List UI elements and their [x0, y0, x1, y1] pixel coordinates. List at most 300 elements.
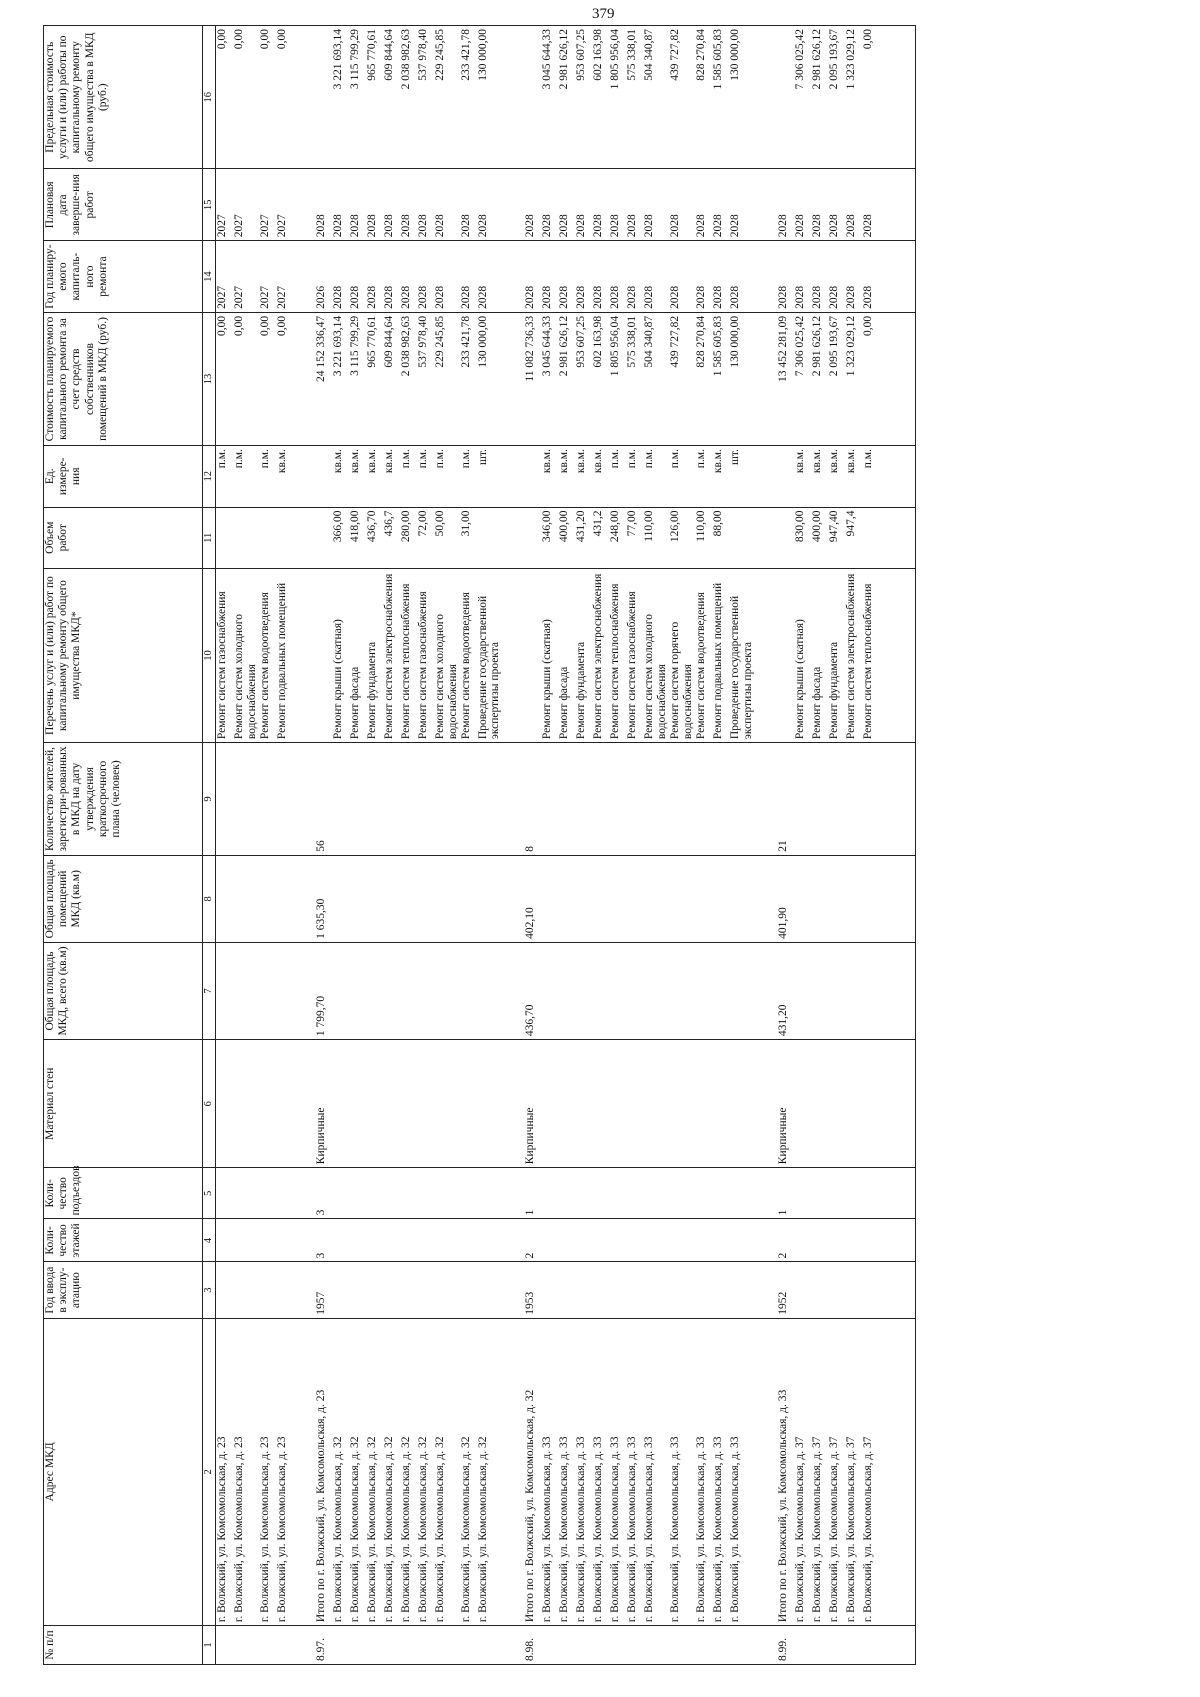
repair-year-cell: 2028 — [366, 241, 383, 313]
residents-cell — [460, 743, 477, 856]
floors-cell — [400, 1219, 417, 1262]
table-row — [332, 26, 349, 1665]
column-number: 13 — [203, 312, 216, 445]
entrances-cell — [477, 1168, 503, 1219]
residents-cell — [862, 743, 879, 856]
completion-date-cell: 2028 — [434, 169, 460, 241]
cost-cell: 1 323 029,12 — [845, 312, 862, 445]
completion-date-cell: 2028 — [366, 169, 383, 241]
entrances-cell: 1 — [502, 1168, 541, 1219]
repair-year-cell: 2028 — [400, 241, 417, 313]
residents-cell — [541, 743, 558, 856]
completion-date-cell: 2028 — [729, 169, 755, 241]
residents-cell — [626, 743, 643, 856]
column-header: Ед. измере-ния — [44, 446, 203, 507]
row-number — [366, 1626, 383, 1665]
work-type-cell: Ремонт фасада — [558, 568, 575, 742]
volume-cell: 72,00 — [417, 507, 434, 568]
completion-date-cell: 2028 — [575, 169, 592, 241]
completion-date-cell: 2027 — [233, 169, 259, 241]
row-number — [541, 1626, 558, 1665]
entrances-cell — [332, 1168, 349, 1219]
room-area-cell — [332, 855, 349, 942]
repair-year-cell: 2028 — [669, 241, 695, 313]
limit-cost-cell: 439 727,82 — [669, 26, 695, 170]
total-area-cell — [828, 942, 845, 1039]
work-type-cell: Ремонт систем электроснабжения — [592, 568, 609, 742]
repair-year-cell: 2028 — [862, 241, 879, 313]
entrances-cell — [626, 1168, 643, 1219]
year-built-cell — [417, 1262, 434, 1318]
completion-date-cell: 2028 — [349, 169, 366, 241]
limit-cost-cell: 229 245,85 — [434, 26, 460, 170]
volume-cell: 400,00 — [558, 507, 575, 568]
floors-cell — [434, 1219, 460, 1262]
row-number — [794, 1626, 811, 1665]
entrances-cell — [669, 1168, 695, 1219]
work-type-cell: Ремонт систем теплоснабжения — [400, 568, 417, 742]
volume-cell: 31,00 — [460, 507, 477, 568]
wall-material-cell — [643, 1040, 669, 1168]
year-built-cell — [592, 1262, 609, 1318]
total-area-cell — [811, 942, 828, 1039]
address-cell: г. Волжский, ул. Комсомольская, д. 32 — [434, 1318, 460, 1625]
wall-material-cell — [276, 1040, 293, 1168]
unit-cell: кв.м. — [712, 446, 729, 507]
limit-cost-cell: 953 607,25 — [575, 26, 592, 170]
row-number — [811, 1626, 828, 1665]
unit-cell: п.м. — [233, 446, 259, 507]
repair-year-cell: 2028 — [845, 241, 862, 313]
work-type-cell: Ремонт систем водоотведения — [460, 568, 477, 742]
entrances-cell — [259, 1168, 276, 1219]
completion-date-cell: 2028 — [643, 169, 669, 241]
table-row — [794, 26, 811, 1665]
year-built-cell — [669, 1262, 695, 1318]
work-type-cell: Ремонт подвальных помещений — [276, 568, 293, 742]
unit-cell: п.м. — [609, 446, 626, 507]
repair-year-cell: 2028 — [502, 241, 541, 313]
empty-cell — [879, 855, 916, 942]
wall-material-cell — [460, 1040, 477, 1168]
room-area-cell — [828, 855, 845, 942]
work-type-cell: Ремонт фундамента — [366, 568, 383, 742]
column-number: 4 — [203, 1219, 216, 1262]
year-built-cell — [541, 1262, 558, 1318]
volume-cell — [477, 507, 503, 568]
room-area-cell — [541, 855, 558, 942]
total-area-cell — [400, 942, 417, 1039]
completion-date-cell: 2028 — [626, 169, 643, 241]
unit-cell: кв.м. — [332, 446, 349, 507]
table-row — [609, 26, 626, 1665]
address-cell: г. Волжский, ул. Комсомольская, д. 33 — [609, 1318, 626, 1625]
address-cell: г. Волжский, ул. Комсомольская, д. 37 — [828, 1318, 845, 1625]
column-number: 3 — [203, 1262, 216, 1318]
total-area-cell: 431,20 — [755, 942, 794, 1039]
volume-cell: 88,00 — [712, 507, 729, 568]
completion-date-cell: 2028 — [541, 169, 558, 241]
floors-cell — [276, 1219, 293, 1262]
unit-cell: кв.м. — [276, 446, 293, 507]
unit-cell: кв.м. — [541, 446, 558, 507]
address-cell: г. Волжский, ул. Комсомольская, д. 32 — [383, 1318, 400, 1625]
cost-cell: 130 000,00 — [729, 312, 755, 445]
address-cell: г. Волжский, ул. Комсомольская, д. 32 — [460, 1318, 477, 1625]
work-type-cell: Ремонт фасада — [811, 568, 828, 742]
unit-cell: кв.м. — [383, 446, 400, 507]
limit-cost-cell: 965 770,61 — [366, 26, 383, 170]
address-cell: г. Волжский, ул. Комсомольская, д. 32 — [349, 1318, 366, 1625]
repair-year-cell: 2026 — [293, 241, 332, 313]
floors-cell — [712, 1219, 729, 1262]
repair-year-cell: 2027 — [276, 241, 293, 313]
total-area-cell — [845, 942, 862, 1039]
address-cell: г. Волжский, ул. Комсомольская, д. 33 — [575, 1318, 592, 1625]
limit-cost-cell: 609 844,64 — [383, 26, 400, 170]
floors-cell — [862, 1219, 879, 1262]
limit-cost-cell: 602 163,98 — [592, 26, 609, 170]
address-cell: г. Волжский, ул. Комсомольская, д. 33 — [695, 1318, 712, 1625]
work-type-cell: Ремонт систем теплоснабжения — [609, 568, 626, 742]
total-area-cell — [609, 942, 626, 1039]
table-row — [862, 26, 879, 1665]
room-area-cell: 402,10 — [502, 855, 541, 942]
total-area-cell — [383, 942, 400, 1039]
table-row — [558, 26, 575, 1665]
total-area-cell: 1 799,70 — [293, 942, 332, 1039]
table-row — [845, 26, 862, 1665]
wall-material-cell — [811, 1040, 828, 1168]
volume-cell: 126,00 — [669, 507, 695, 568]
cost-cell: 2 038 982,63 — [400, 312, 417, 445]
unit-cell: п.м. — [216, 446, 234, 507]
entrances-cell — [366, 1168, 383, 1219]
room-area-cell — [349, 855, 366, 942]
entrances-cell — [794, 1168, 811, 1219]
table-row — [626, 26, 643, 1665]
table-row — [276, 26, 293, 1665]
residents-cell — [794, 743, 811, 856]
residents-cell — [609, 743, 626, 856]
entrances-cell — [216, 1168, 234, 1219]
page-number: 379 — [592, 6, 615, 22]
residents-cell: 56 — [293, 743, 332, 856]
room-area-cell — [609, 855, 626, 942]
total-area-cell — [259, 942, 276, 1039]
total-area-cell — [233, 942, 259, 1039]
address-cell: Итого по г. Волжский, ул. Комсомольская, д. 33 — [755, 1318, 794, 1625]
work-type-cell: Ремонт подвальных помещений — [712, 568, 729, 742]
volume-cell: 431,2 — [592, 507, 609, 568]
year-built-cell: 1953 — [502, 1262, 541, 1318]
total-area-cell — [434, 942, 460, 1039]
year-built-cell — [862, 1262, 879, 1318]
row-number — [643, 1626, 669, 1665]
cost-cell: 439 727,82 — [669, 312, 695, 445]
residents-cell — [669, 743, 695, 856]
residents-cell: 21 — [755, 743, 794, 856]
volume-cell: 400,00 — [811, 507, 828, 568]
limit-cost-cell: 0,00 — [276, 26, 293, 170]
completion-date-cell: 2028 — [828, 169, 845, 241]
total-area-cell — [477, 942, 503, 1039]
limit-cost-cell — [293, 26, 332, 170]
residents-cell — [643, 743, 669, 856]
wall-material-cell — [609, 1040, 626, 1168]
summary-row — [293, 26, 332, 1665]
address-cell: г. Волжский, ул. Комсомольская, д. 32 — [400, 1318, 417, 1625]
year-built-cell — [828, 1262, 845, 1318]
cost-cell: 2 981 626,12 — [558, 312, 575, 445]
empty-cell — [879, 743, 916, 856]
table-row — [477, 26, 503, 1665]
address-cell: г. Волжский, ул. Комсомольская, д. 23 — [276, 1318, 293, 1625]
column-number: 15 — [203, 169, 216, 241]
unit-cell: кв.м. — [592, 446, 609, 507]
floors-cell — [669, 1219, 695, 1262]
empty-cell — [879, 169, 916, 241]
limit-cost-cell: 7 306 025,42 — [794, 26, 811, 170]
room-area-cell — [794, 855, 811, 942]
unit-cell: п.м. — [400, 446, 417, 507]
total-area-cell — [276, 942, 293, 1039]
cost-cell: 953 607,25 — [575, 312, 592, 445]
column-header: Объем работ — [44, 507, 203, 568]
cost-cell: 0,00 — [862, 312, 879, 445]
room-area-cell — [477, 855, 503, 942]
volume-cell: 436,7 — [383, 507, 400, 568]
row-number — [216, 1626, 234, 1665]
address-cell: Итого по г. Волжский, ул. Комсомольская, д. 32 — [502, 1318, 541, 1625]
residents-cell — [417, 743, 434, 856]
completion-date-cell: 2028 — [794, 169, 811, 241]
empty-cell — [879, 312, 916, 445]
room-area-cell — [233, 855, 259, 942]
table-row — [216, 26, 234, 1665]
completion-date-cell: 2027 — [216, 169, 234, 241]
work-type-cell: Ремонт систем газоснабжения — [626, 568, 643, 742]
table-row — [575, 26, 592, 1665]
cost-cell: 828 270,84 — [695, 312, 712, 445]
limit-cost-cell: 1 805 956,04 — [609, 26, 626, 170]
address-cell: г. Волжский, ул. Комсомольская, д. 37 — [811, 1318, 828, 1625]
limit-cost-cell: 2 981 626,12 — [558, 26, 575, 170]
total-area-cell — [541, 942, 558, 1039]
entrances-cell — [845, 1168, 862, 1219]
row-number — [592, 1626, 609, 1665]
work-type-cell: Ремонт систем горячего водоснабжения — [669, 568, 695, 742]
empty-cell — [879, 1040, 916, 1168]
work-type-cell: Ремонт систем теплоснабжения — [862, 568, 879, 742]
repair-year-cell: 2028 — [477, 241, 503, 313]
entrances-cell — [417, 1168, 434, 1219]
column-number: 1 — [203, 1626, 216, 1665]
completion-date-cell: 2028 — [332, 169, 349, 241]
floors-cell — [828, 1219, 845, 1262]
work-type-cell: Ремонт систем водоотведения — [259, 568, 276, 742]
repair-year-cell: 2028 — [695, 241, 712, 313]
work-type-cell: Ремонт крыши (скатная) — [332, 568, 349, 742]
unit-cell: п.м. — [417, 446, 434, 507]
total-area-cell — [794, 942, 811, 1039]
completion-date-cell: 2027 — [276, 169, 293, 241]
floors-cell — [609, 1219, 626, 1262]
row-number — [460, 1626, 477, 1665]
volume-cell — [293, 507, 332, 568]
cost-cell: 3 221 693,14 — [332, 312, 349, 445]
limit-cost-cell: 828 270,84 — [695, 26, 712, 170]
work-type-cell: Ремонт фундамента — [828, 568, 845, 742]
limit-cost-cell: 0,00 — [259, 26, 276, 170]
address-cell: Итого по г. Волжский, ул. Комсомольская, д. 23 — [293, 1318, 332, 1625]
wall-material-cell — [695, 1040, 712, 1168]
entrances-cell — [383, 1168, 400, 1219]
row-number — [417, 1626, 434, 1665]
room-area-cell — [845, 855, 862, 942]
column-header: Коли-чество этажей — [44, 1219, 203, 1262]
residents-cell — [332, 743, 349, 856]
repair-year-cell: 2028 — [460, 241, 477, 313]
work-type-cell: Ремонт систем газоснабжения — [417, 568, 434, 742]
floors-cell — [460, 1219, 477, 1262]
room-area-cell — [811, 855, 828, 942]
work-type-cell — [293, 568, 332, 742]
wall-material-cell: Кирпичные — [502, 1040, 541, 1168]
address-cell: г. Волжский, ул. Комсомольская, д. 32 — [366, 1318, 383, 1625]
empty-cell — [879, 1626, 916, 1665]
unit-cell: кв.м. — [575, 446, 592, 507]
room-area-cell — [216, 855, 234, 942]
year-built-cell — [794, 1262, 811, 1318]
table-row — [541, 26, 558, 1665]
limit-cost-cell: 537 978,40 — [417, 26, 434, 170]
repair-year-cell: 2028 — [794, 241, 811, 313]
row-number — [383, 1626, 400, 1665]
address-cell: г. Волжский, ул. Комсомольская, д. 32 — [477, 1318, 503, 1625]
completion-date-cell: 2028 — [477, 169, 503, 241]
unit-cell: шт. — [729, 446, 755, 507]
unit-cell: кв.м. — [845, 446, 862, 507]
limit-cost-cell: 0,00 — [233, 26, 259, 170]
room-area-cell — [460, 855, 477, 942]
unit-cell: кв.м. — [366, 446, 383, 507]
room-area-cell — [434, 855, 460, 942]
year-built-cell — [845, 1262, 862, 1318]
column-header: Адрес МКД — [44, 1318, 203, 1625]
column-number: 7 — [203, 942, 216, 1039]
repair-year-cell: 2028 — [558, 241, 575, 313]
column-number: 14 — [203, 241, 216, 313]
repair-year-cell: 2028 — [541, 241, 558, 313]
room-area-cell — [862, 855, 879, 942]
room-area-cell — [626, 855, 643, 942]
table-row — [460, 26, 477, 1665]
entrances-cell — [729, 1168, 755, 1219]
table-row — [592, 26, 609, 1665]
residents-cell — [811, 743, 828, 856]
wall-material-cell — [575, 1040, 592, 1168]
table-end-row — [879, 26, 916, 1665]
wall-material-cell: Кирпичные — [755, 1040, 794, 1168]
row-number: 8.99. — [755, 1626, 794, 1665]
empty-cell — [879, 1262, 916, 1318]
cost-cell: 229 245,85 — [434, 312, 460, 445]
empty-cell — [879, 507, 916, 568]
row-number — [332, 1626, 349, 1665]
row-number — [845, 1626, 862, 1665]
header-row — [44, 26, 203, 1665]
completion-date-cell: 2028 — [609, 169, 626, 241]
wall-material-cell — [592, 1040, 609, 1168]
address-cell: г. Волжский, ул. Комсомольская, д. 23 — [216, 1318, 234, 1625]
address-cell: г. Волжский, ул. Комсомольская, д. 33 — [669, 1318, 695, 1625]
column-header: Год ввода в эксплу-атацию — [44, 1262, 203, 1318]
capital-repair-table — [43, 25, 916, 1665]
total-area-cell — [332, 942, 349, 1039]
cost-cell: 3 045 644,33 — [541, 312, 558, 445]
entrances-cell — [434, 1168, 460, 1219]
total-area-cell — [592, 942, 609, 1039]
column-header: Количество жителей, зарегистри-рованных в МКД на дату утверждения краткосрочного плана (человек) — [44, 743, 203, 856]
address-cell: г. Волжский, ул. Комсомольская, д. 33 — [541, 1318, 558, 1625]
table-body — [216, 26, 916, 1665]
unit-cell: п.м. — [626, 446, 643, 507]
table-row — [349, 26, 366, 1665]
volume-cell: 947,40 — [828, 507, 845, 568]
unit-cell — [502, 446, 541, 507]
row-number — [233, 1626, 259, 1665]
cost-cell: 575 338,01 — [626, 312, 643, 445]
entrances-cell — [460, 1168, 477, 1219]
volume-cell — [259, 507, 276, 568]
column-header: № п/п — [44, 1626, 203, 1665]
work-type-cell: Ремонт систем холодного водоснабжения — [434, 568, 460, 742]
volume-cell: 366,00 — [332, 507, 349, 568]
address-cell: г. Волжский, ул. Комсомольская, д. 33 — [558, 1318, 575, 1625]
limit-cost-cell: 130 000,00 — [729, 26, 755, 170]
entrances-cell — [712, 1168, 729, 1219]
limit-cost-cell: 233 421,78 — [460, 26, 477, 170]
total-area-cell — [695, 942, 712, 1039]
column-number: 11 — [203, 507, 216, 568]
column-number: 16 — [203, 26, 216, 170]
table-row — [259, 26, 276, 1665]
column-header: Общая площадь МКД, всего (кв.м) — [44, 942, 203, 1039]
room-area-cell — [276, 855, 293, 942]
entrances-cell — [695, 1168, 712, 1219]
entrances-cell — [349, 1168, 366, 1219]
unit-cell: кв.м. — [811, 446, 828, 507]
volume-cell — [729, 507, 755, 568]
completion-date-cell: 2027 — [259, 169, 276, 241]
completion-date-cell: 2028 — [845, 169, 862, 241]
entrances-cell — [828, 1168, 845, 1219]
cost-cell: 965 770,61 — [366, 312, 383, 445]
cost-cell: 1 585 605,83 — [712, 312, 729, 445]
address-cell: г. Волжский, ул. Комсомольская, д. 37 — [845, 1318, 862, 1625]
cost-cell: 0,00 — [259, 312, 276, 445]
cost-cell: 3 115 799,29 — [349, 312, 366, 445]
room-area-cell — [695, 855, 712, 942]
limit-cost-cell: 2 981 626,12 — [811, 26, 828, 170]
total-area-cell — [669, 942, 695, 1039]
volume-cell: 280,00 — [400, 507, 417, 568]
floors-cell — [417, 1219, 434, 1262]
row-number — [609, 1626, 626, 1665]
repair-year-cell: 2028 — [349, 241, 366, 313]
repair-year-cell: 2028 — [383, 241, 400, 313]
